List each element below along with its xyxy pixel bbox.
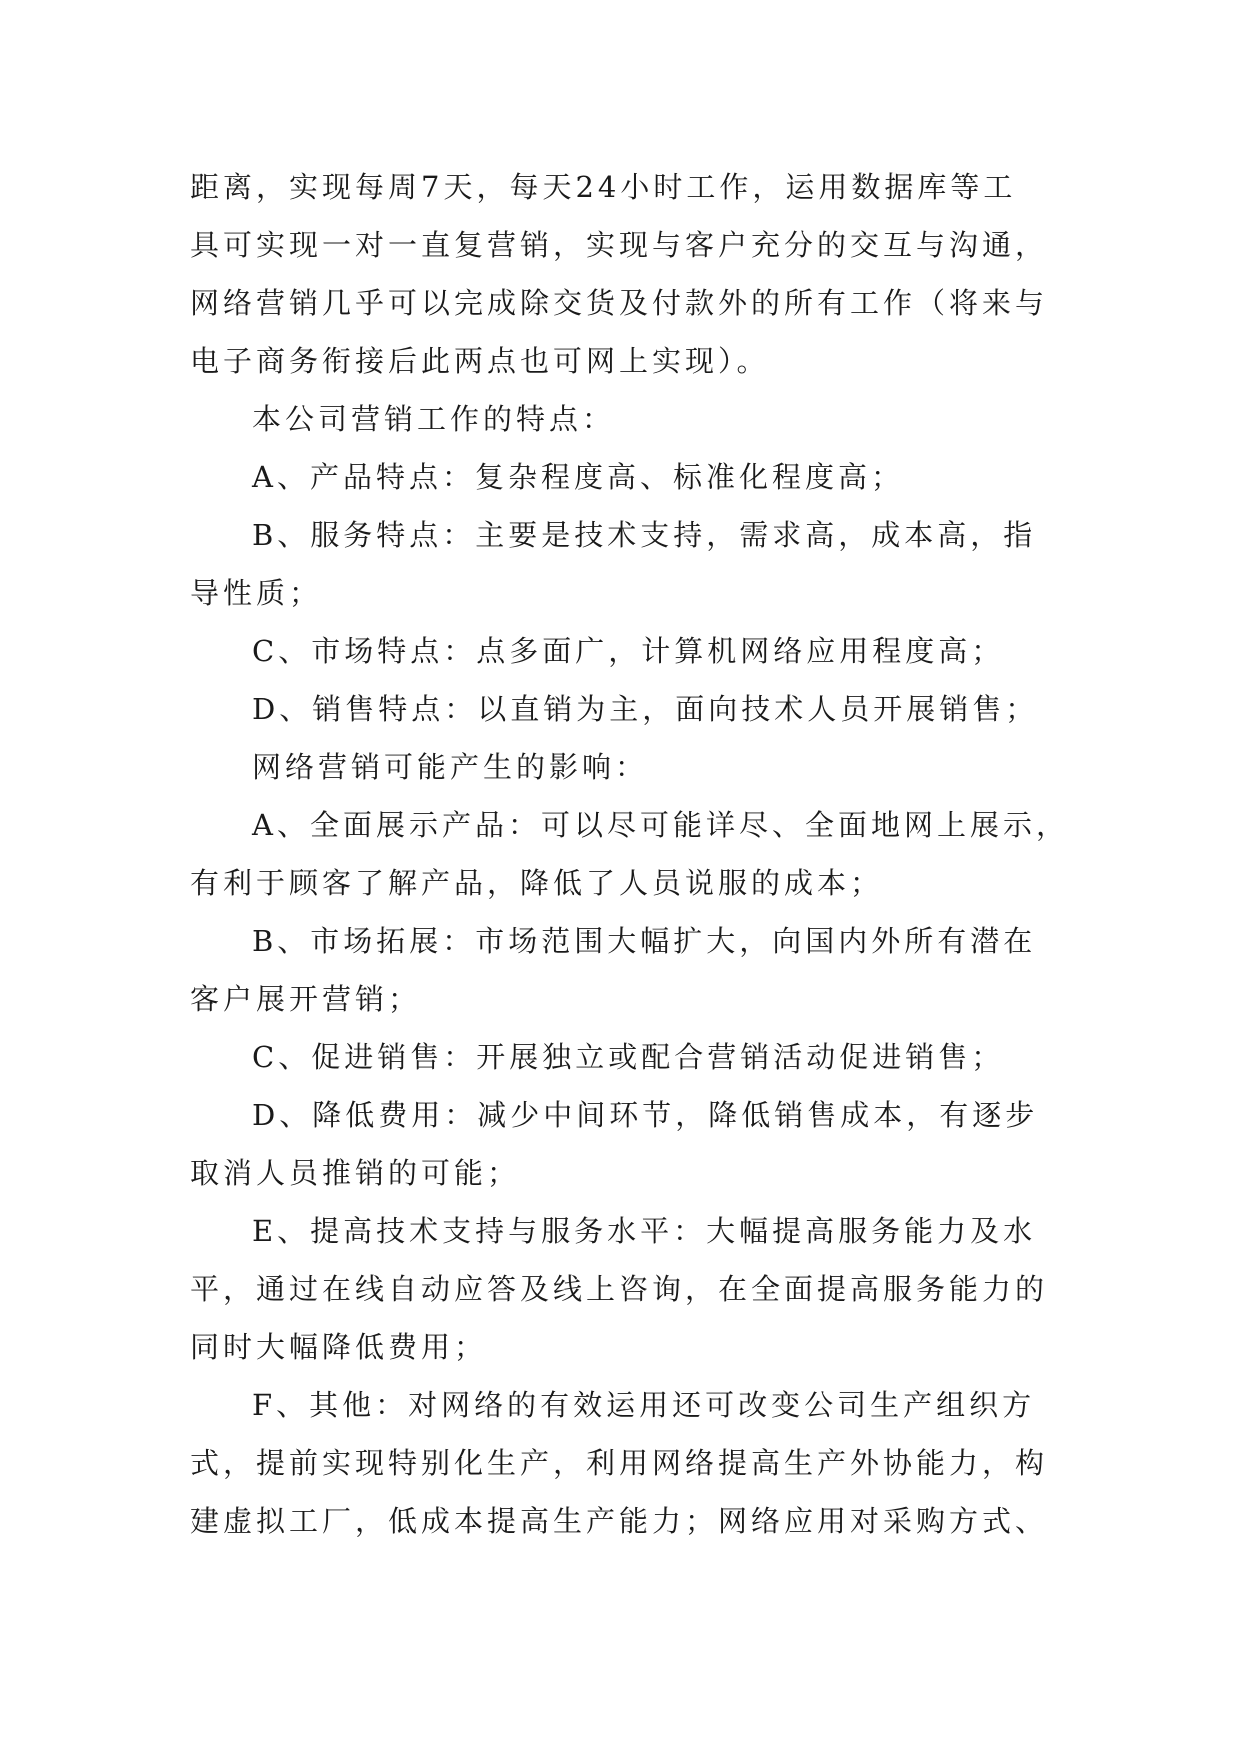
text-line: A、全面展示产品：可以尽可能详尽、全面地网上展示， — [252, 808, 1069, 842]
text-line: C、促进销售：开展独立或配合营销活动促进销售； — [252, 1040, 1005, 1074]
text-line: D、降低费用：减少中间环节，降低销售成本，有逐步 — [252, 1098, 1039, 1132]
text-line: 导性质； — [190, 576, 323, 610]
text-line: 建虚拟工厂，低成本提高生产能力；网络应用对采购方式、 — [190, 1504, 1049, 1538]
text-line: 电子商务衔接后此两点也可网上实现）。 — [190, 344, 770, 378]
text-line: C、市场特点：点多面广，计算机网络应用程度高； — [252, 634, 1005, 668]
text-line: 网络营销可能产生的影响： — [252, 750, 649, 784]
text-line: 客户展开营销； — [190, 982, 422, 1016]
text-line: F、其他：对网络的有效运用还可改变公司生产组织方 — [252, 1388, 1036, 1422]
text-line: 式，提前实现特别化生产，利用网络提高生产外协能力，构 — [190, 1446, 1049, 1480]
document-body — [190, 158, 1070, 1550]
text-line: B、服务特点：主要是技术支持，需求高，成本高，指 — [252, 518, 1037, 552]
text-line: B、市场拓展：市场范围大幅扩大，向国内外所有潜在 — [252, 924, 1037, 958]
text-line: E、提高技术支持与服务水平：大幅提高服务能力及水 — [252, 1214, 1037, 1248]
text-line: A、产品特点：复杂程度高、标准化程度高； — [252, 460, 904, 494]
text-line: 具可实现一对一直复营销，实现与客户充分的交互与沟通， — [190, 228, 1049, 262]
text-line: 取消人员推销的可能； — [190, 1156, 521, 1190]
text-line: 有利于顾客了解产品，降低了人员说服的成本； — [190, 866, 884, 900]
text-line: D、销售特点：以直销为主，面向技术人员开展销售； — [252, 692, 1039, 726]
text-line: 网络营销几乎可以完成除交货及付款外的所有工作（将来与 — [190, 286, 1049, 320]
text-line: 本公司营销工作的特点： — [252, 402, 616, 436]
text-line: 平，通过在线自动应答及线上咨询，在全面提高服务能力的 — [190, 1272, 1049, 1306]
text-line: 同时大幅降低费用； — [190, 1330, 488, 1364]
text-line: 距离，实现每周7天，每天24小时工作，运用数据库等工 — [190, 170, 1017, 204]
